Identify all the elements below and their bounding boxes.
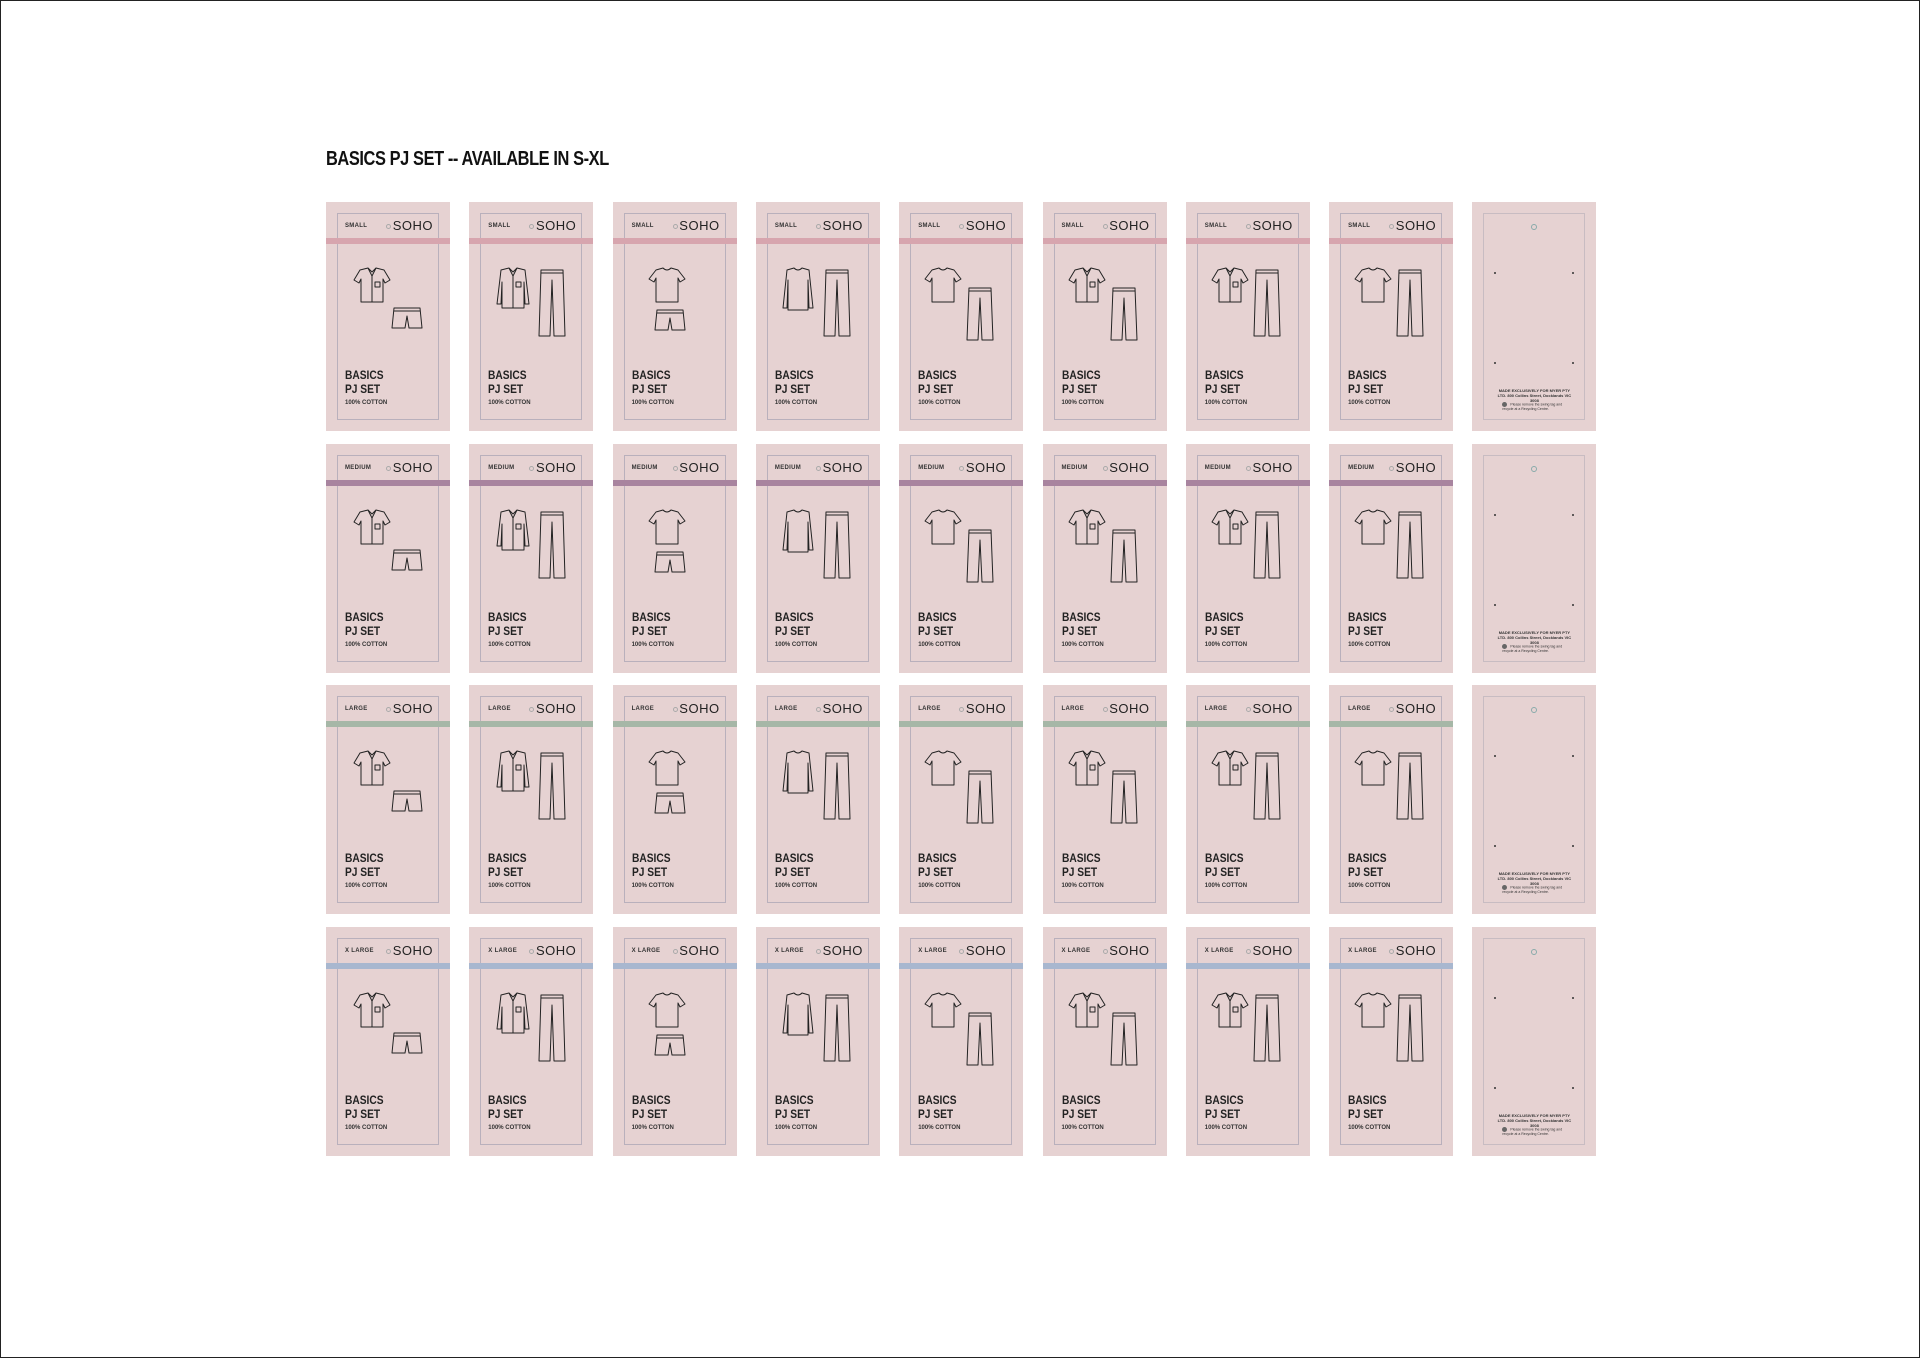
brand-logo: SOHO [392,459,433,475]
size-label: X LARGE [918,947,947,954]
pajama-set-illustration [491,266,571,346]
fabric-label: 100% COTTON [345,400,388,406]
fabric-label: 100% COTTON [918,883,961,889]
brand-logo: SOHO [1395,701,1437,716]
fabric-label: 100% COTTON [488,1124,531,1131]
product-name: BASICS PJ SET [631,368,671,396]
fabric-label: 100% COTTON [631,400,674,406]
size-color-stripe [1043,721,1167,727]
hang-hole [816,707,821,712]
fabric-label: 100% COTTON [1348,641,1391,648]
hang-hole [1389,466,1394,471]
fabric-label: 100% COTTON [1204,883,1248,889]
product-name: BASICS PJ SET [774,1092,814,1121]
hang-tag-front [899,202,1023,431]
product-name: BASICS PJ SET [774,851,814,879]
pajama-set-illustration [1065,508,1145,588]
pajama-set-illustration [1065,266,1145,346]
fabric-label: 100% COTTON [345,883,388,889]
recycle-note: Please remove the swing tag and recycle at a Recycling Centre. [1502,402,1563,411]
size-label: MEDIUM [488,464,515,471]
size-color-stripe [756,721,880,727]
fabric-label: 100% COTTON [345,1124,388,1131]
pajama-set-illustration [348,749,428,829]
hang-tag-front [1186,685,1310,914]
fabric-label: 100% COTTON [1204,641,1248,648]
product-name: BASICS PJ SET [1348,368,1387,396]
hang-tag-front [326,202,450,431]
pajama-set-illustration [635,508,715,588]
fabric-label: 100% COTTON [774,400,818,406]
size-label: LARGE [774,706,798,712]
recycle-icon [1502,885,1507,890]
sheet-title: BASICS PJ SET -- AVAILABLE IN S-XL [326,148,609,170]
brand-logo: SOHO [1395,218,1437,233]
pajama-set-illustration [1351,508,1431,588]
fabric-label: 100% COTTON [774,883,818,889]
hang-tag-back [1472,202,1596,431]
size-color-stripe [469,963,593,969]
hang-tag-front [613,202,737,431]
brand-logo: SOHO [965,942,1007,958]
product-name: BASICS PJ SET [631,851,671,879]
product-name: BASICS PJ SET [1204,851,1244,879]
hang-tag-front [1043,444,1167,673]
size-color-stripe [613,480,737,486]
brand-logo: SOHO [1109,218,1150,233]
manufacturer-info: MADE EXCLUSIVELY FOR MYER PTY LTD. 800 Collins Street, Docklands VIC 3008 [1497,388,1572,403]
hang-tag-front [613,685,737,914]
brand-logo: SOHO [1252,701,1293,716]
hang-tag-front [756,927,880,1156]
fabric-label: 100% COTTON [918,1124,961,1131]
brand-logo: SOHO [536,942,577,958]
size-color-stripe [756,963,880,969]
brand-logo: SOHO [392,218,433,233]
brand-logo: SOHO [965,459,1007,475]
hang-tag-front [1043,685,1167,914]
size-label: MEDIUM [918,464,945,471]
fabric-label: 100% COTTON [774,641,818,648]
hang-hole [673,224,678,229]
hang-hole [1103,224,1108,229]
hang-tag-front [1329,927,1453,1156]
fabric-label: 100% COTTON [345,641,388,648]
pajama-set-illustration [778,991,858,1071]
hang-hole [816,949,821,954]
size-color-stripe [326,238,450,244]
pajama-set-illustration [921,508,1001,588]
size-color-stripe [613,963,737,969]
size-label: LARGE [1061,706,1084,712]
size-label: X LARGE [345,947,374,954]
hang-tag-front [1043,927,1167,1156]
product-name: BASICS PJ SET [345,609,384,638]
size-label: SMALL [488,223,511,229]
size-color-stripe [1329,721,1453,727]
product-name: BASICS PJ SET [345,368,384,396]
brand-logo: SOHO [965,701,1007,716]
hang-hole [1246,224,1251,229]
hang-hole [816,224,821,229]
size-color-stripe [1186,480,1310,486]
size-color-stripe [469,480,593,486]
hang-tag-front [1186,202,1310,431]
hang-tag-front [326,927,450,1156]
recycle-note: Please remove the swing tag and recycle at a Recycling Centre. [1502,1126,1563,1136]
fabric-label: 100% COTTON [1348,883,1391,889]
hang-tag-front [613,444,737,673]
size-label: SMALL [345,223,368,229]
recycle-note: Please remove the swing tag and recycle at a Recycling Centre. [1502,643,1563,653]
recycle-icon [1502,644,1507,649]
hang-tag-front [469,202,593,431]
brand-logo: SOHO [536,459,577,475]
size-label: X LARGE [774,947,804,954]
size-color-stripe [1329,963,1453,969]
product-name: BASICS PJ SET [631,1092,671,1121]
size-color-stripe [613,721,737,727]
size-label: X LARGE [488,947,518,954]
product-name: BASICS PJ SET [918,609,957,638]
fabric-label: 100% COTTON [631,883,674,889]
product-name: BASICS PJ SET [488,609,527,638]
size-label: X LARGE [1348,947,1377,954]
hang-tag-front [756,202,880,431]
brand-logo: SOHO [822,942,863,958]
brand-logo: SOHO [822,459,863,475]
product-name: BASICS PJ SET [1061,851,1101,879]
hang-hole [673,707,678,712]
size-label: LARGE [1204,706,1228,712]
product-name: BASICS PJ SET [631,609,671,638]
size-color-stripe [326,963,450,969]
size-color-stripe [1186,963,1310,969]
hang-hole [673,466,678,471]
size-color-stripe [613,238,737,244]
pajama-set-illustration [921,266,1001,346]
pajama-set-illustration [635,991,715,1071]
pajama-set-illustration [1208,508,1288,588]
product-name: BASICS PJ SET [1348,1092,1387,1121]
product-name: BASICS PJ SET [1204,609,1244,638]
hang-hole [673,949,678,954]
hang-tag-front [1043,202,1167,431]
hang-tag-back [1472,444,1596,673]
pajama-set-illustration [778,508,858,588]
product-name: BASICS PJ SET [345,851,384,879]
brand-logo: SOHO [679,218,720,233]
hang-tag-front [899,444,1023,673]
product-name: BASICS PJ SET [1204,1092,1244,1121]
brand-logo: SOHO [536,218,577,233]
pajama-set-illustration [1351,991,1431,1071]
hang-tag-front [326,685,450,914]
size-color-stripe [1186,238,1310,244]
product-name: BASICS PJ SET [1348,851,1387,879]
fabric-label: 100% COTTON [1348,1124,1391,1131]
brand-logo: SOHO [965,218,1007,233]
hang-tag-front [899,685,1023,914]
pajama-set-illustration [921,749,1001,829]
size-label: X LARGE [631,947,661,954]
hang-tag-front [756,444,880,673]
fabric-label: 100% COTTON [488,641,531,648]
size-label: MEDIUM [774,464,802,471]
brand-logo: SOHO [1109,701,1150,716]
size-color-stripe [899,721,1023,727]
size-color-stripe [326,480,450,486]
fabric-label: 100% COTTON [1061,1124,1104,1131]
brand-logo: SOHO [679,459,720,475]
size-color-stripe [899,480,1023,486]
product-name: BASICS PJ SET [1061,368,1101,396]
size-label: MEDIUM [1061,464,1088,471]
size-color-stripe [1043,238,1167,244]
fabric-label: 100% COTTON [1204,400,1248,406]
fabric-label: 100% COTTON [1204,1124,1248,1131]
recycle-note: Please remove the swing tag and recycle at a Recycling Centre. [1502,885,1563,894]
size-color-stripe [469,721,593,727]
hang-tag-front [1329,685,1453,914]
product-name: BASICS PJ SET [774,609,814,638]
size-color-stripe [899,238,1023,244]
recycle-icon [1502,402,1507,407]
manufacturer-info: MADE EXCLUSIVELY FOR MYER PTY LTD. 800 Collins Street, Docklands VIC 3008 [1497,629,1572,645]
hang-tag-front [899,927,1023,1156]
pajama-set-illustration [1208,991,1288,1071]
size-label: X LARGE [1204,947,1234,954]
hang-hole [386,466,391,471]
pajama-set-illustration [635,749,715,829]
brand-logo: SOHO [822,701,863,716]
pajama-set-illustration [1208,749,1288,829]
hang-tag-front [469,444,593,673]
fabric-label: 100% COTTON [631,1124,674,1131]
size-color-stripe [1043,480,1167,486]
hang-hole [959,466,964,471]
product-name: BASICS PJ SET [1204,368,1244,396]
product-name: BASICS PJ SET [488,368,527,396]
hang-tag-front [469,685,593,914]
size-color-stripe [1329,238,1453,244]
fabric-label: 100% COTTON [918,400,961,406]
size-label: SMALL [1348,223,1371,229]
pajama-set-illustration [348,508,428,588]
pajama-set-illustration [778,266,858,346]
hang-hole [1103,707,1108,712]
hang-hole [386,224,391,229]
size-label: LARGE [488,706,511,712]
fabric-label: 100% COTTON [918,641,961,648]
hang-tag-front [1329,202,1453,431]
size-label: MEDIUM [1348,464,1375,471]
brand-logo: SOHO [1109,459,1150,475]
hang-tag-front [326,444,450,673]
manufacturer-info: MADE EXCLUSIVELY FOR MYER PTY LTD. 800 Collins Street, Docklands VIC 3008 [1497,1112,1572,1128]
hang-hole [1103,466,1108,471]
size-color-stripe [326,721,450,727]
pajama-set-illustration [635,266,715,346]
size-label: LARGE [918,706,941,712]
size-label: SMALL [918,223,941,229]
hang-tag-front [1329,444,1453,673]
fabric-label: 100% COTTON [1061,641,1104,648]
brand-logo: SOHO [392,942,433,958]
pajama-set-illustration [491,991,571,1071]
fabric-label: 100% COTTON [631,641,674,648]
pajama-set-illustration [1351,749,1431,829]
pajama-set-illustration [1208,266,1288,346]
fabric-label: 100% COTTON [1061,400,1104,406]
hang-hole [959,949,964,954]
brand-logo: SOHO [822,218,863,233]
size-label: LARGE [345,706,368,712]
hang-tag-back [1472,685,1596,914]
hang-tag-front [756,685,880,914]
pajama-set-illustration [491,508,571,588]
brand-logo: SOHO [1252,942,1293,958]
brand-logo: SOHO [1252,218,1293,233]
hang-hole [529,949,534,954]
size-label: LARGE [631,706,655,712]
size-color-stripe [756,480,880,486]
size-label: MEDIUM [631,464,658,471]
hang-tag-front [613,927,737,1156]
fabric-label: 100% COTTON [488,400,531,406]
brand-logo: SOHO [679,701,720,716]
brand-logo: SOHO [1395,459,1437,475]
size-label: SMALL [1061,223,1084,229]
hang-hole [529,466,534,471]
hang-tag-front [1186,927,1310,1156]
pajama-set-illustration [348,266,428,346]
size-label: SMALL [631,223,654,229]
pajama-set-illustration [491,749,571,829]
fabric-label: 100% COTTON [1061,883,1104,889]
brand-logo: SOHO [1252,459,1293,475]
pajama-set-illustration [1351,266,1431,346]
product-name: BASICS PJ SET [1061,1092,1101,1121]
size-label: MEDIUM [1204,464,1231,471]
product-name: BASICS PJ SET [488,1092,527,1121]
size-color-stripe [1186,721,1310,727]
hang-hole [1531,949,1537,955]
hang-hole [1389,949,1394,954]
fabric-label: 100% COTTON [488,883,531,889]
pajama-set-illustration [921,991,1001,1071]
size-color-stripe [469,238,593,244]
product-name: BASICS PJ SET [345,1092,384,1121]
brand-logo: SOHO [536,701,577,716]
pajama-set-illustration [348,991,428,1071]
size-label: LARGE [1348,706,1371,712]
manufacturer-info: MADE EXCLUSIVELY FOR MYER PTY LTD. 800 Collins Street, Docklands VIC 3008 [1497,871,1572,886]
fabric-label: 100% COTTON [1348,400,1391,406]
product-name: BASICS PJ SET [918,851,957,879]
size-color-stripe [1329,480,1453,486]
brand-logo: SOHO [1109,942,1150,958]
hang-tag-back [1472,927,1596,1156]
hang-hole [1246,949,1251,954]
hang-hole [816,466,821,471]
size-label: MEDIUM [345,464,372,471]
size-label: X LARGE [1061,947,1091,954]
product-name: BASICS PJ SET [1348,609,1387,638]
hang-hole [386,707,391,712]
hang-hole [1103,949,1108,954]
size-color-stripe [1043,963,1167,969]
product-name: BASICS PJ SET [488,851,527,879]
brand-logo: SOHO [392,701,433,716]
recycle-icon [1502,1127,1507,1132]
pajama-set-illustration [1065,749,1145,829]
hang-hole [1246,707,1251,712]
brand-logo: SOHO [679,942,720,958]
product-name: BASICS PJ SET [1061,609,1101,638]
brand-logo: SOHO [1395,942,1437,958]
hang-hole [1531,466,1537,472]
product-name: BASICS PJ SET [918,1092,957,1121]
size-label: SMALL [774,223,798,229]
pajama-set-illustration [1065,991,1145,1071]
size-color-stripe [756,238,880,244]
hang-hole [1246,466,1251,471]
hang-tag-front [469,927,593,1156]
hang-hole [386,949,391,954]
size-color-stripe [899,963,1023,969]
product-name: BASICS PJ SET [918,368,957,396]
hang-tag-front [1186,444,1310,673]
product-name: BASICS PJ SET [774,368,814,396]
size-label: SMALL [1204,223,1227,229]
pajama-set-illustration [778,749,858,829]
fabric-label: 100% COTTON [774,1124,818,1131]
